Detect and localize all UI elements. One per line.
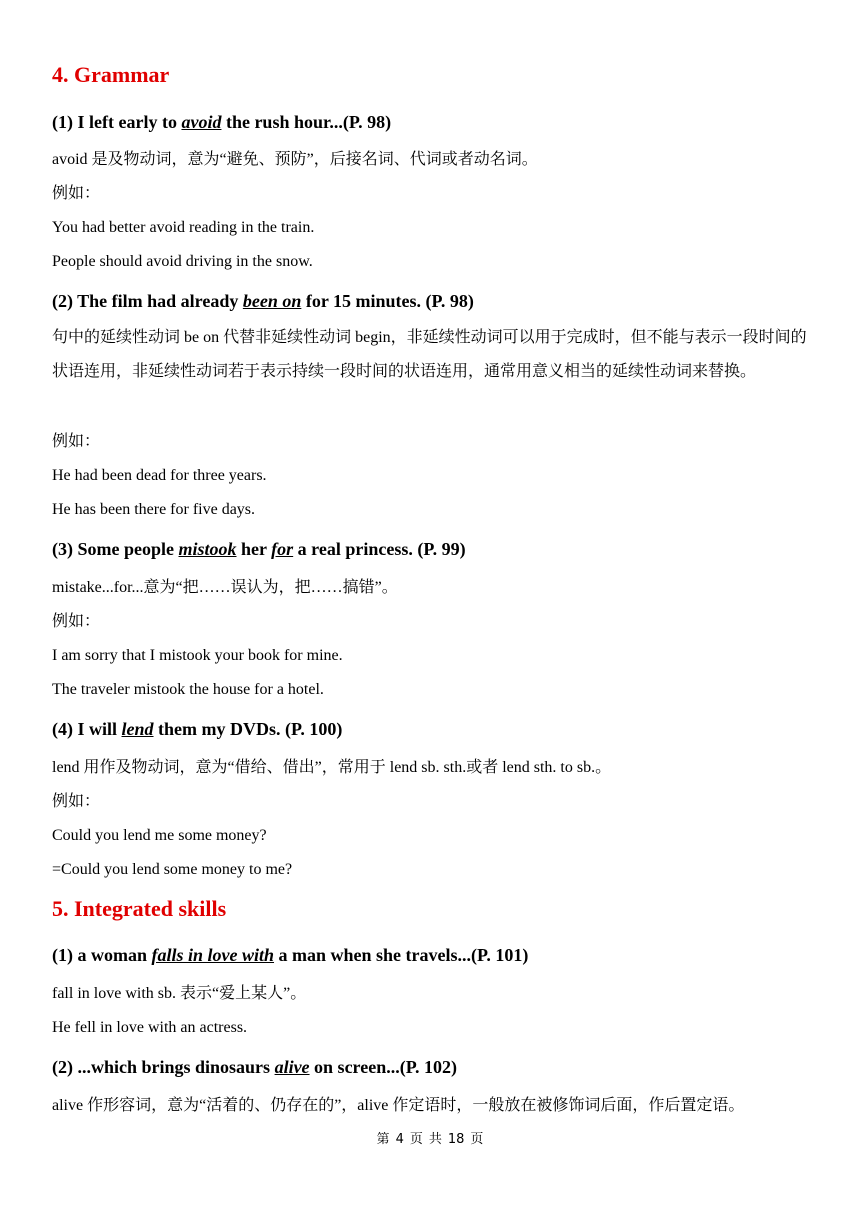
grammar-item-4-heading: (4) I will lend them my DVDs. (P. 100) [52,719,343,739]
grammar-item-4-example: =Could you lend some money to me? [52,861,293,878]
section-5-title: 5. Integrated skills [52,896,227,921]
section-4-title: 4. Grammar [52,62,170,87]
grammar-item-1-example: People should avoid driving in the snow. [52,253,313,270]
grammar-item-1-line: avoid 是及物动词，意为“避免、预防”，后接名词、代词或者动名词。 [52,151,538,168]
skills-item-1-line: fall in love with sb. 表示“爱上某人”。 [52,985,307,1002]
skills-item-1-example: He fell in love with an actress. [52,1019,248,1036]
grammar-item-3-line: mistake...for...意为“把……误认为，把……搞错”。 [52,579,398,596]
footer-current-page: 4 [395,1132,404,1147]
footer-total-label: 共 [428,1132,442,1147]
grammar-item-4-example: Could you lend me some money? [52,827,267,844]
grammar-item-2-line: 例如： [52,433,101,450]
grammar-item-3-example: I am sorry that I mistook your book for mine. [52,647,343,664]
grammar-item-1-line: 例如： [52,185,101,202]
grammar-item-3-example: The traveler mistook the house for a hotel. [52,681,324,698]
footer-page-label: 页 [409,1132,423,1147]
skills-item-1-heading: (1) a woman falls in love with a man when she travels...(P. 101) [52,945,529,965]
grammar-item-2-paragraph: 句中的延续性动词 be on 代替非延续性动词 begin，非延续性动词可以用于完成时，但不能与表示一段时间的状语连用，非延续性动词若于表示持续一段时间的状语连用，通常用意义相当的延续性动词来替换。 [52,329,807,380]
footer-prefix: 第 [376,1132,390,1147]
grammar-item-2-example: He had been dead for three years. [52,467,267,484]
grammar-item-4-line: lend 用作及物动词，意为“借给、借出”，常用于 lend sb. sth.或者 lend sth. to sb.。 [52,759,612,776]
footer-total-pages: 18 [447,1132,465,1147]
footer-suffix: 页 [470,1132,484,1147]
grammar-item-2-example: He has been there for five days. [52,501,256,518]
grammar-item-1-heading: (1) I left early to avoid the rush hour...(P. 98) [52,112,392,132]
grammar-item-2-heading: (2) The film had already been on for 15 minutes. (P. 98) [52,291,474,311]
grammar-item-3-line: 例如： [52,613,101,630]
skills-item-2-line: alive 作形容词，意为“活着的、仍存在的”，alive 作定语时，一般放在被修饰词后面，作后置定语。 [52,1097,745,1114]
skills-item-2-heading: (2) ...which brings dinosaurs alive on screen...(P. 102) [52,1057,458,1077]
page-footer [0,1128,860,1147]
grammar-item-3-heading: (3) Some people mistook her for a real princess. (P. 99) [52,539,466,559]
grammar-item-1-example: You had better avoid reading in the train. [52,219,315,236]
grammar-item-4-line: 例如： [52,793,101,810]
